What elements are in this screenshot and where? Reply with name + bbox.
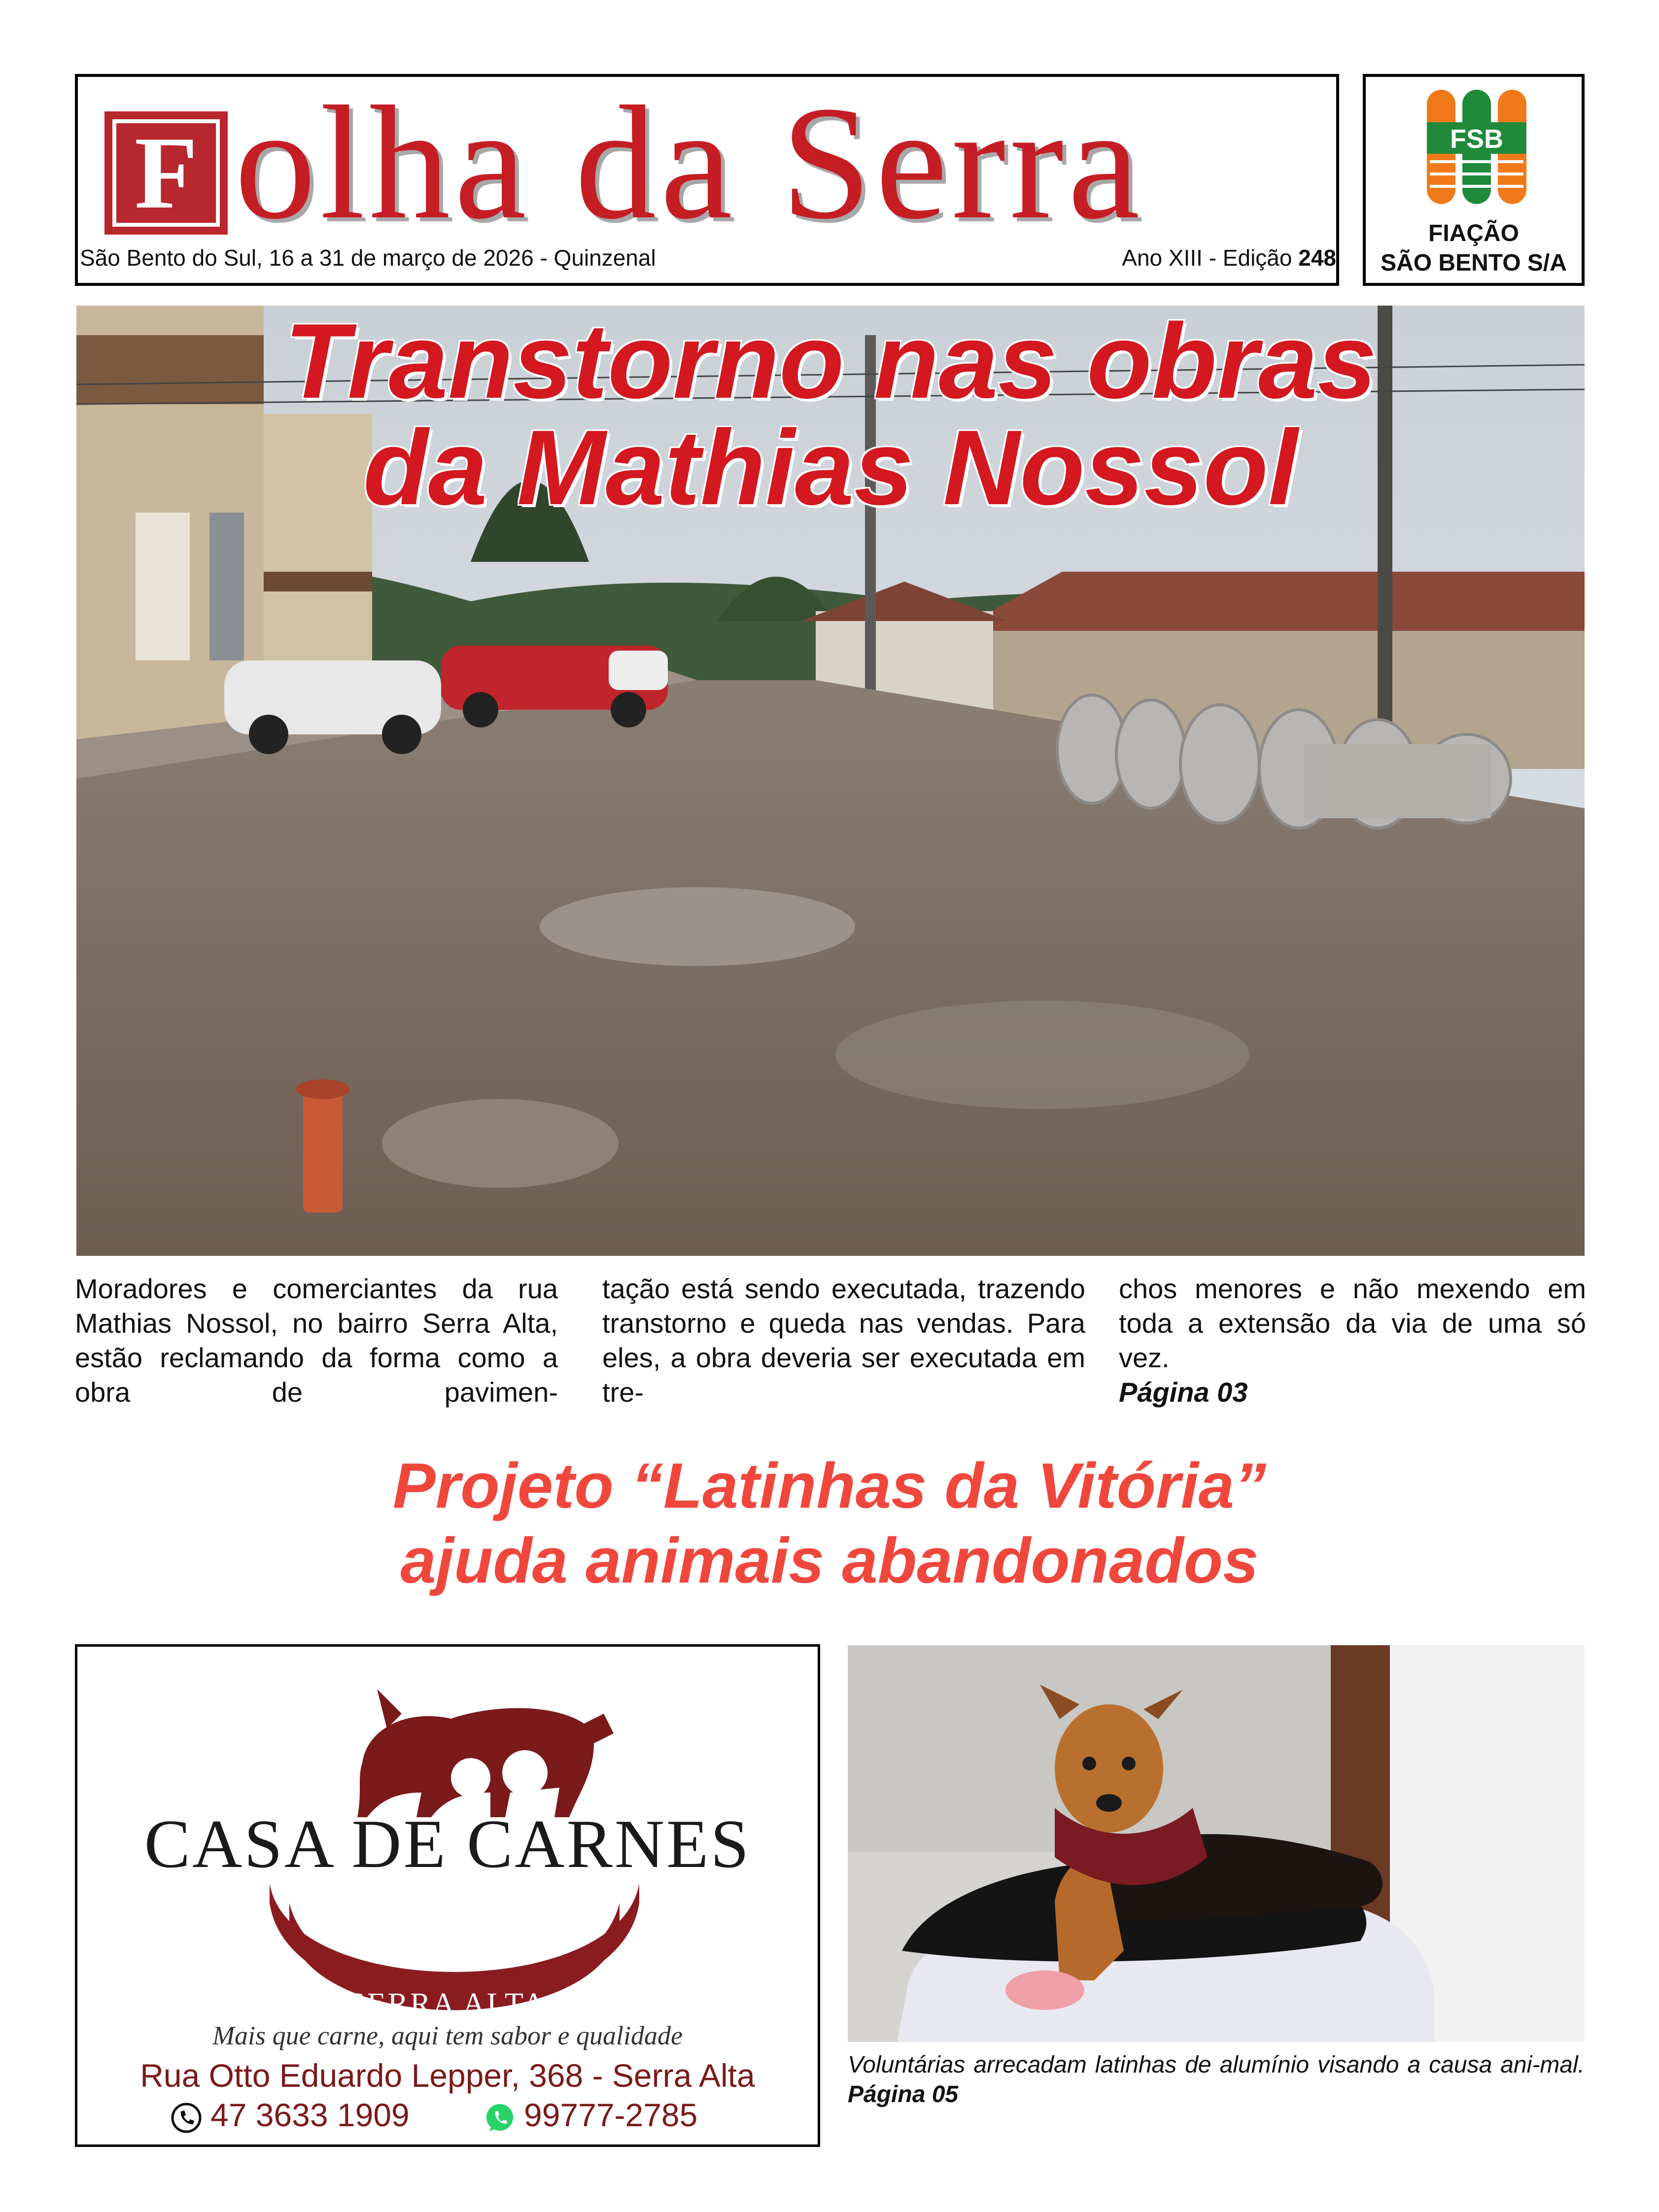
- ad-subtitle: SERRA ALTA: [348, 1987, 547, 2021]
- newspaper-title: olha da Serra: [235, 73, 1144, 253]
- crossed-cleavers-icon: [422, 1893, 486, 1962]
- edition-number: 248: [1298, 245, 1336, 271]
- lead-story-column-3-text: chos menores e não mexendo em toda a extensão da via de uma só vez.: [1119, 1273, 1586, 1373]
- dog-on-bed-image: [848, 1645, 1585, 2042]
- ad-title: CASA DE CARNES: [144, 1806, 751, 1882]
- main-headline-line2: da Mathias Nossol: [363, 408, 1298, 527]
- main-headline: [76, 306, 1585, 527]
- newspaper-logo-f: [104, 111, 228, 235]
- dog-caption-text: Voluntárias arrecadam latinhas de alumínio visando a causa ani-mal.: [848, 2052, 1585, 2078]
- butcher-advertisement: [75, 1644, 820, 2147]
- main-photo-muddy-street: [76, 306, 1585, 1256]
- whatsapp-icon: [484, 2103, 515, 2133]
- lead-story-column-3: [1119, 1272, 1586, 1410]
- lead-story-column-2: tação está sendo executada, trazendo transtorno e queda nas vendas. Para eles, a obra deveria ser executada em tre-: [602, 1273, 1085, 1408]
- sponsor-name-line2: SÃO BENTO S/A: [1381, 250, 1567, 276]
- phone-icon: [171, 2103, 202, 2133]
- lead-story-page-ref[interactable]: Página 03: [1119, 1377, 1248, 1408]
- second-headline-line1: Projeto “Latinhas da Vitória”: [392, 1450, 1267, 1521]
- fsb-logo-icon: [1425, 88, 1528, 206]
- fsb-logo-text: FSB: [1450, 124, 1503, 154]
- sponsor-name-line1: FIAÇÃO: [1428, 220, 1519, 246]
- edition-info: [1122, 244, 1336, 271]
- sponsor-box: [1363, 74, 1585, 286]
- dog-photo: [848, 1645, 1585, 2042]
- dateline: São Bento do Sul, 16 a 31 de março de 2026 - Quinzenal: [80, 245, 656, 271]
- ad-address: Rua Otto Eduardo Lepper, 368 - Serra Alta: [140, 2057, 755, 2094]
- masthead: [75, 74, 1339, 286]
- dog-photo-caption: [848, 2050, 1585, 2109]
- second-headline-line2: ajuda animais abandonados: [400, 1524, 1259, 1596]
- ad-phone-number[interactable]: 47 3633 1909: [210, 2097, 410, 2133]
- lead-story-column-1: Moradores e comerciantes da rua Mathias Nossol, no bairro Serra Alta, estão reclamando da forma como a obra de pavimen-: [75, 1273, 558, 1408]
- edition-label: Ano XIII - Edição: [1122, 245, 1292, 271]
- ad-slogan: Mais que carne, aqui tem sabor e qualidade: [212, 2021, 683, 2050]
- dog-caption-page-ref[interactable]: Página 05: [848, 2081, 959, 2108]
- second-headline: [0, 1448, 1659, 1598]
- main-headline-line1: Transtorno nas obras: [284, 306, 1377, 420]
- ad-whatsapp-number[interactable]: 99777-2785: [524, 2097, 698, 2133]
- logo-letter: F: [134, 116, 198, 230]
